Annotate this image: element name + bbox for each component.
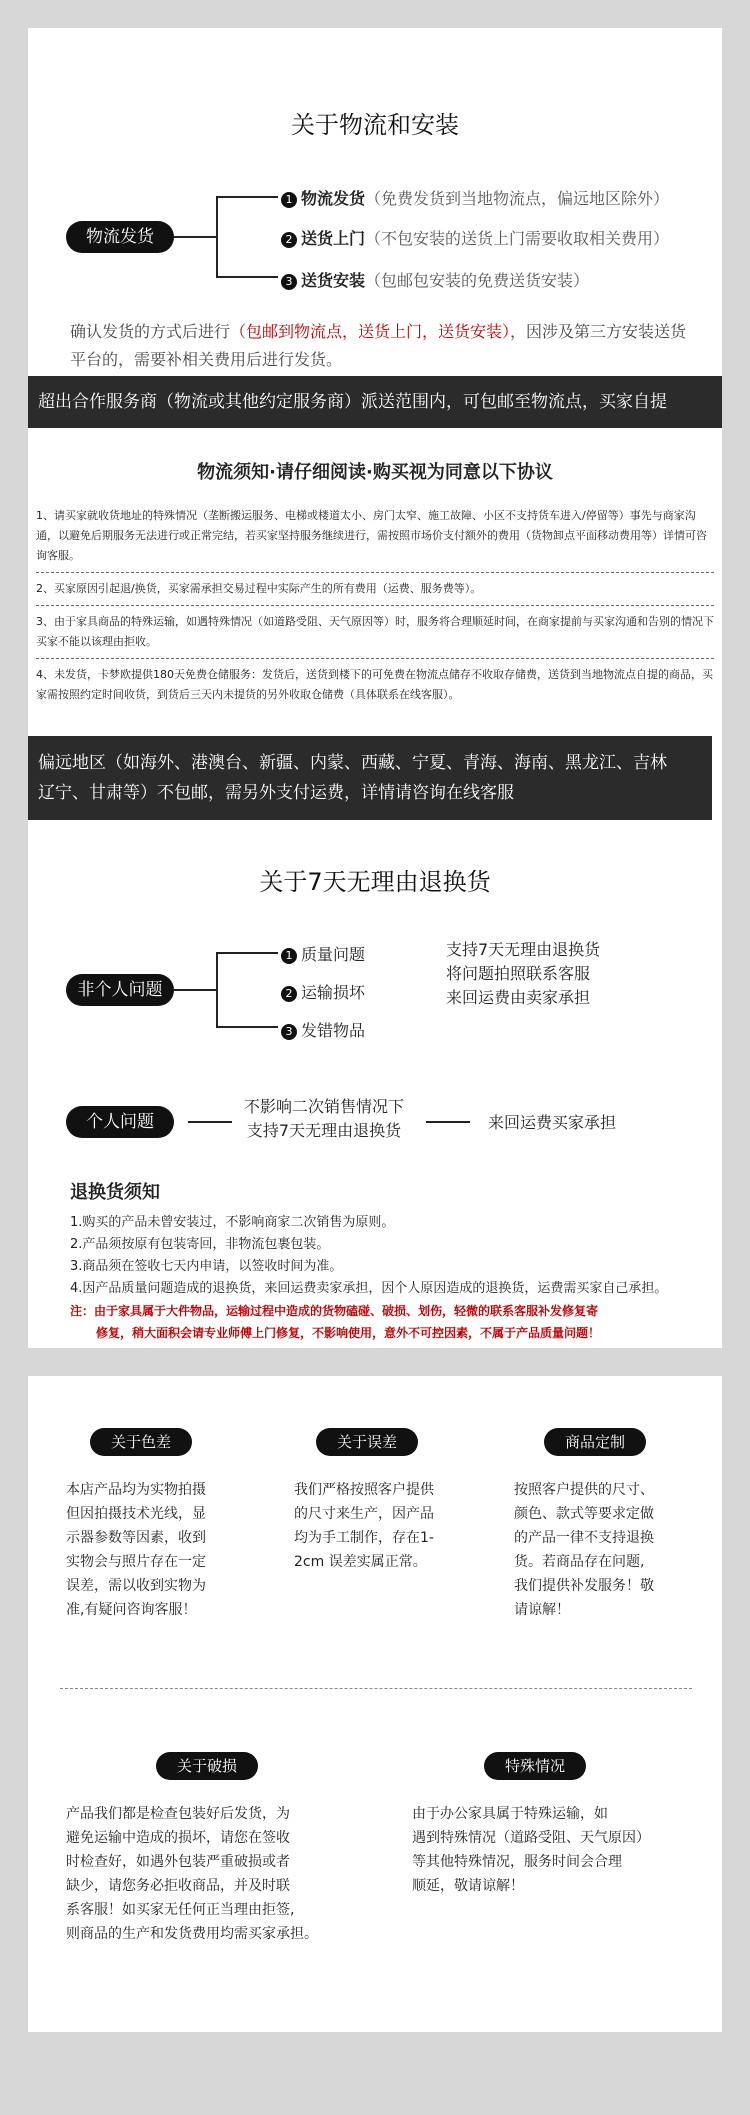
notice-item: 4、未发货，卡梦欧提供180天免费仓储服务：发货后，送货到楼下的可免费在物流点储存不收取存储费，送货到当地物流点自提的商品，买家需按照约定时间收货，到货后三天内未提货的另外收取仓储费（具体联系在线客服）。 — [36, 668, 713, 701]
logistics-item-label: 物流发货 — [301, 189, 366, 208]
connector — [174, 989, 216, 991]
logistics-item — [281, 268, 589, 291]
error-text: 我们严格按照客户提供 的尺寸来生产，因产品 均为手工制作，存在1- 2cm 误差实属正常。 — [294, 1482, 434, 1570]
returns-item: 3 发错物品 — [281, 1018, 365, 1041]
logistics-item-desc: （免费发货到当地物流点，偏远地区除外） — [365, 189, 670, 208]
notice-title: 物流须知·请仔细阅读·购买视为同意以下协议 — [197, 462, 553, 483]
notice-item: 2、买家原因引起退/换货，买家需承担交易过程中实际产生的所有费用（运费、服务费等）。 — [36, 573, 714, 606]
connector — [174, 236, 216, 238]
number-badge: 2 — [281, 232, 297, 248]
delivery-range-banner: 超出合作服务商（物流或其他约定服务商）派送范围内，可包邮至物流点，买家自提 — [28, 376, 722, 428]
personal-mid-text: 不影响二次销售情况下 支持7天无理由退换货 — [244, 1097, 405, 1140]
nonpersonal-tag: 非个人问题 — [66, 974, 174, 1006]
damage-text: 产品我们都是检查包装好后发货，为 避免运输中造成的损坏，请您在签收 时检查好，如遇外包装严重破损或者 缺少，请您务必拒收商品，并及时联 系客服！如买家无任何正当理由拒签, 则商品的生产和发货费用均需买家承担。 — [66, 1806, 318, 1942]
color-diff-text: 本店产品均为实物拍摄 但因拍摄技术光线，显 示器参数等因素，收到 实物会与照片存在一定 误差，需以收到实物为 准,有疑问咨询客服！ — [66, 1482, 206, 1618]
number-badge: 3 — [281, 1024, 297, 1040]
custom-text: 按照客户提供的尺寸、 颜色、款式等要求定做 的产品一律不支持退换 货。若商品存在问题, 我们提供补发服务！敬 请谅解！ — [514, 1482, 654, 1618]
error-tag: 关于误差 — [316, 1428, 418, 1456]
divider — [60, 1688, 692, 1689]
connector — [216, 276, 278, 278]
logistics-title: 关于物流和安装 — [291, 111, 459, 139]
connector — [216, 952, 278, 954]
remote-area-banner: 偏远地区（如海外、港澳台、新疆、内蒙、西藏、宁夏、青海、海南、黑龙江、吉林 辽宁、甘肃等）不包邮，需另外支付运费，详情请咨询在线客服 — [28, 736, 712, 820]
returns-title: 关于7天无理由退换货 — [259, 868, 491, 896]
personal-right-text: 来回运费买家承担 — [488, 1113, 617, 1132]
logistics-item-desc: （不包安装的送货上门需要收取相关费用） — [365, 229, 670, 248]
number-badge: 1 — [281, 948, 297, 964]
notice-item: 3、由于家具商品的特殊运输，如遇特殊情况（如道路受阻、天气原因等）时，服务将合理顺延时间，在商家提前与买家沟通和告别的情况下买家不能以该理由拒收。 — [36, 606, 714, 659]
returns-notice-list: 1.购买的产品未曾安装过，不影响商家二次销售为原则。 2.产品须按原有包装寄回，非物流包裹包装。 3.商品须在签收七天内申请，以签收时间为准。 4.因产品质量问题造成的退换货，来回运费卖家承担，因个人原因造成的退换货，运费需买家自己承担。 注：由于家具属于大件物品，运输过程中造成的货物磕碰、破损、划伤，轻微的联系客服补发修复寄 修复，稍大面积会请专业师傅上门修复，不影响使用，意外不可控因素，不属于产品质量问题！ — [70, 1215, 668, 1340]
logistics-item-label: 送货安装 — [301, 271, 366, 290]
logistics-item — [281, 226, 669, 249]
logistics-item-desc: （包邮包安装的免费送货安装） — [365, 271, 590, 290]
notice-list — [36, 500, 714, 711]
info-card — [28, 1376, 722, 2032]
returns-notice-title: 退换货须知 — [70, 1182, 160, 1203]
connector — [216, 952, 218, 1028]
damage-tag: 关于破损 — [156, 1752, 258, 1780]
logistics-tag: 物流发货 — [66, 221, 174, 253]
connector — [216, 196, 278, 198]
returns-item: 2 运输损坏 — [281, 980, 365, 1003]
logistics-item — [281, 186, 669, 209]
connector — [188, 1121, 232, 1123]
connector — [216, 196, 218, 278]
logistics-item-label: 送货上门 — [301, 229, 366, 248]
personal-tag: 个人问题 — [66, 1106, 174, 1138]
connector — [426, 1121, 470, 1123]
connector — [216, 1026, 278, 1028]
number-badge: 3 — [281, 274, 297, 290]
confirm-text: 确认发货的方式后进行（包邮到物流点，送货上门，送货安装），因涉及第三方安装送货平台的，需要补相关费用后进行发货。 — [70, 322, 687, 369]
special-tag: 特殊情况 — [484, 1752, 586, 1780]
logistics-card — [28, 28, 722, 1348]
number-badge: 1 — [281, 192, 297, 208]
special-text: 由于办公家具属于特殊运输，如 遇到特殊情况（道路受阻、天气原因） 等其他特殊情况，服务时间会合理 顺延，敬请谅解！ — [412, 1806, 650, 1894]
notice-item: 1、请买家就收货地址的特殊情况（垄断搬运服务、电梯或楼道太小、房门太窄、施工故障、小区不支持货车进入/停留等）事先与商家沟通，以避免后期服务无法进行或正常完结，若买家坚持服务继续进行，需按照市场价支付额外的费用（货物卸点平面移动费用等）详情可咨询客服。 — [36, 500, 714, 573]
custom-tag: 商品定制 — [544, 1428, 646, 1456]
support-text: 支持7天无理由退换货 将问题拍照联系客服 来回运费由卖家承担 — [446, 940, 601, 1007]
number-badge: 2 — [281, 986, 297, 1002]
returns-item: 1 质量问题 — [281, 942, 365, 965]
color-diff-tag: 关于色差 — [90, 1428, 192, 1456]
